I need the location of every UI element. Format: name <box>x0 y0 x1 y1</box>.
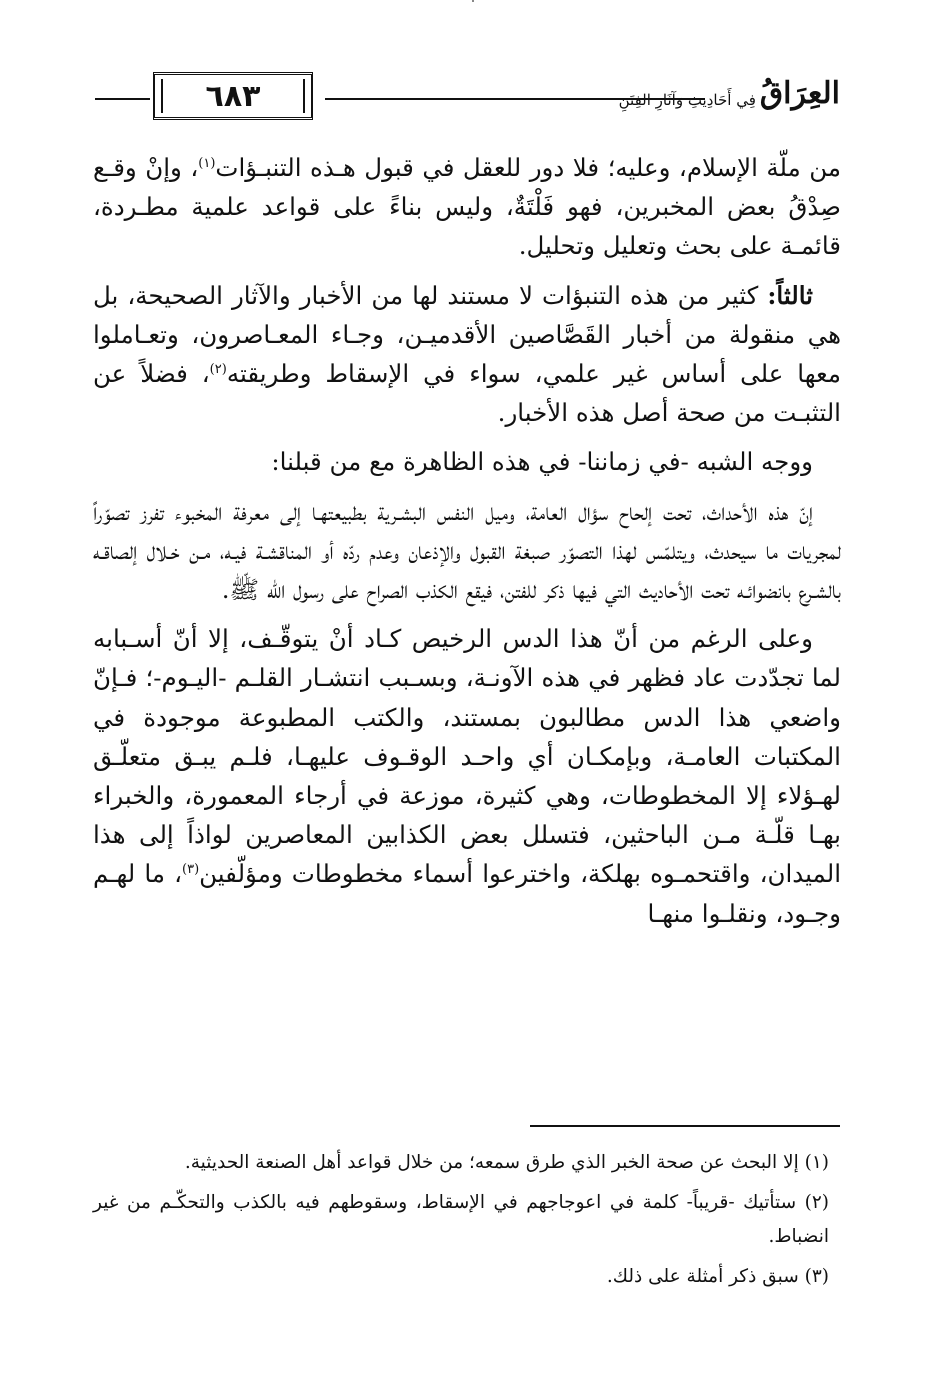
footnote-ref-1[interactable]: (١) <box>198 155 216 171</box>
paragraph-1-text: من ملّة الإسلام، وعليه؛ فلا دور للعقل في قبول هـذه التنبـؤات <box>215 153 842 182</box>
paragraph-5-text: وعلى الرغم من أنّ هذا الدس الرخيص كـاد أنْ يتوقّـف، إلا أنّ أسـبابه لما تجدّدت عاد فظهر في هذه الآونـة، وبسـبب انتشـار القلـم -اليـوم-؛ فـإنّ واضعي هذا الدس مطالبون بمستند، والكتب المطبوعة موجودة في المكتبات العامـة، وبإمكـان أي واحـد الوقـوف عليهـا، فلـم يبـق متعلّـق لهـؤلاء إلا المخطوطات، وهي كثيرة، موزعة في أرجاء المعمورة، والخبراء بهـا قلّـة مـن الباحثين، فتسلل بعض الكذابين المعاصرين لواذاً إلى هذا الميدان، واقتحمـوه بهلكة، واخترعوا أسماء مخطوطات ومؤلّفين <box>93 624 841 889</box>
paragraph-2 <box>93 276 841 433</box>
paragraph-5 <box>93 619 841 933</box>
paragraph-2-lead: ثالثاً: <box>767 280 813 310</box>
book-title <box>619 72 840 112</box>
running-header <box>95 72 840 122</box>
scan-mark <box>472 0 474 2</box>
footnote-separator <box>530 1125 840 1127</box>
paragraph-2-text-rest: ، فضلاً عن التثبـت من صحة أصل هذه الأخبار. <box>93 359 841 428</box>
page-number: ٦٨٣ <box>205 78 261 114</box>
paragraph-4: إنّ هذه الأحداث، تحت إلحاح سؤال العامة، وميل النفس البشـرية بطبيعتهـا إلى معرفة المخبوء تفرز تصوّراً لمجريات ما سيحدث، ويتلمّس لهذا التصوّر صبغة القبول والإذعان وعدم ردّه أو المناقشـة فيـه، مـن خـلال إلصاقـه بالشـرع بانضوائـه تحت الأحاديث التي فيها ذكر للفتن، فيقع الكذب الصراح على رسول الله ﷺ. <box>93 496 841 605</box>
main-text <box>93 148 841 943</box>
footnote-ref-3[interactable]: (٣) <box>182 862 200 878</box>
paragraph-1-text-rest: ، وإنْ وقـع صِدْقُ بعض المخبرين، فهو فَلْتَةٌ، وليس بناءً على قواعد علمية مطـردة، قائمـة على بحث وتعليل وتحليل. <box>93 153 841 261</box>
footnotes <box>93 1146 841 1300</box>
book-title-subtitle: فِي أَحَادِيثِ وَآثَارِ الفِتَنِ <box>618 91 756 109</box>
book-title-main: العِرَاقُ <box>759 76 840 111</box>
paragraph-3: ووجه الشبه -في زماننا- في هذه الظاهرة مع من قبلنا: <box>271 447 813 477</box>
footnote-2: (٢) ستأتيك -قريباً- كلمة في اعوجاجهم في الإسقاط، وسقوطهم فيه بالكذب والتحكّـم من غير انضباط. <box>93 1192 829 1247</box>
footnote-ref-2[interactable]: (٢) <box>209 361 227 377</box>
paragraph-2-text: كثير من هذه التنبؤات لا مستند لها من الأخبار والآثار الصحيحة، بل هي منقولة من أخبار القَصَّاصين الأقدميـن، وجـاء المعـاصرون، وتعـاملوا معها على أساس غير علمي، سواء في الإسقاط وطريقته <box>93 280 841 389</box>
footnote-3: (٣) سبق ذكر أمثلة على ذلك. <box>606 1266 829 1287</box>
page-number-box <box>153 72 313 120</box>
footnote-1: (١) إلا البحث عن صحة الخبر الذي طرق سمعه؛ من خلال قواعد أهل الصنعة الحديثية. <box>184 1152 829 1173</box>
paragraph-5-text-rest: ، ما لهـم وجـود، ونقلـوا منهـا <box>93 859 841 928</box>
paragraph-1 <box>93 148 841 266</box>
header-rule-left <box>95 98 150 100</box>
